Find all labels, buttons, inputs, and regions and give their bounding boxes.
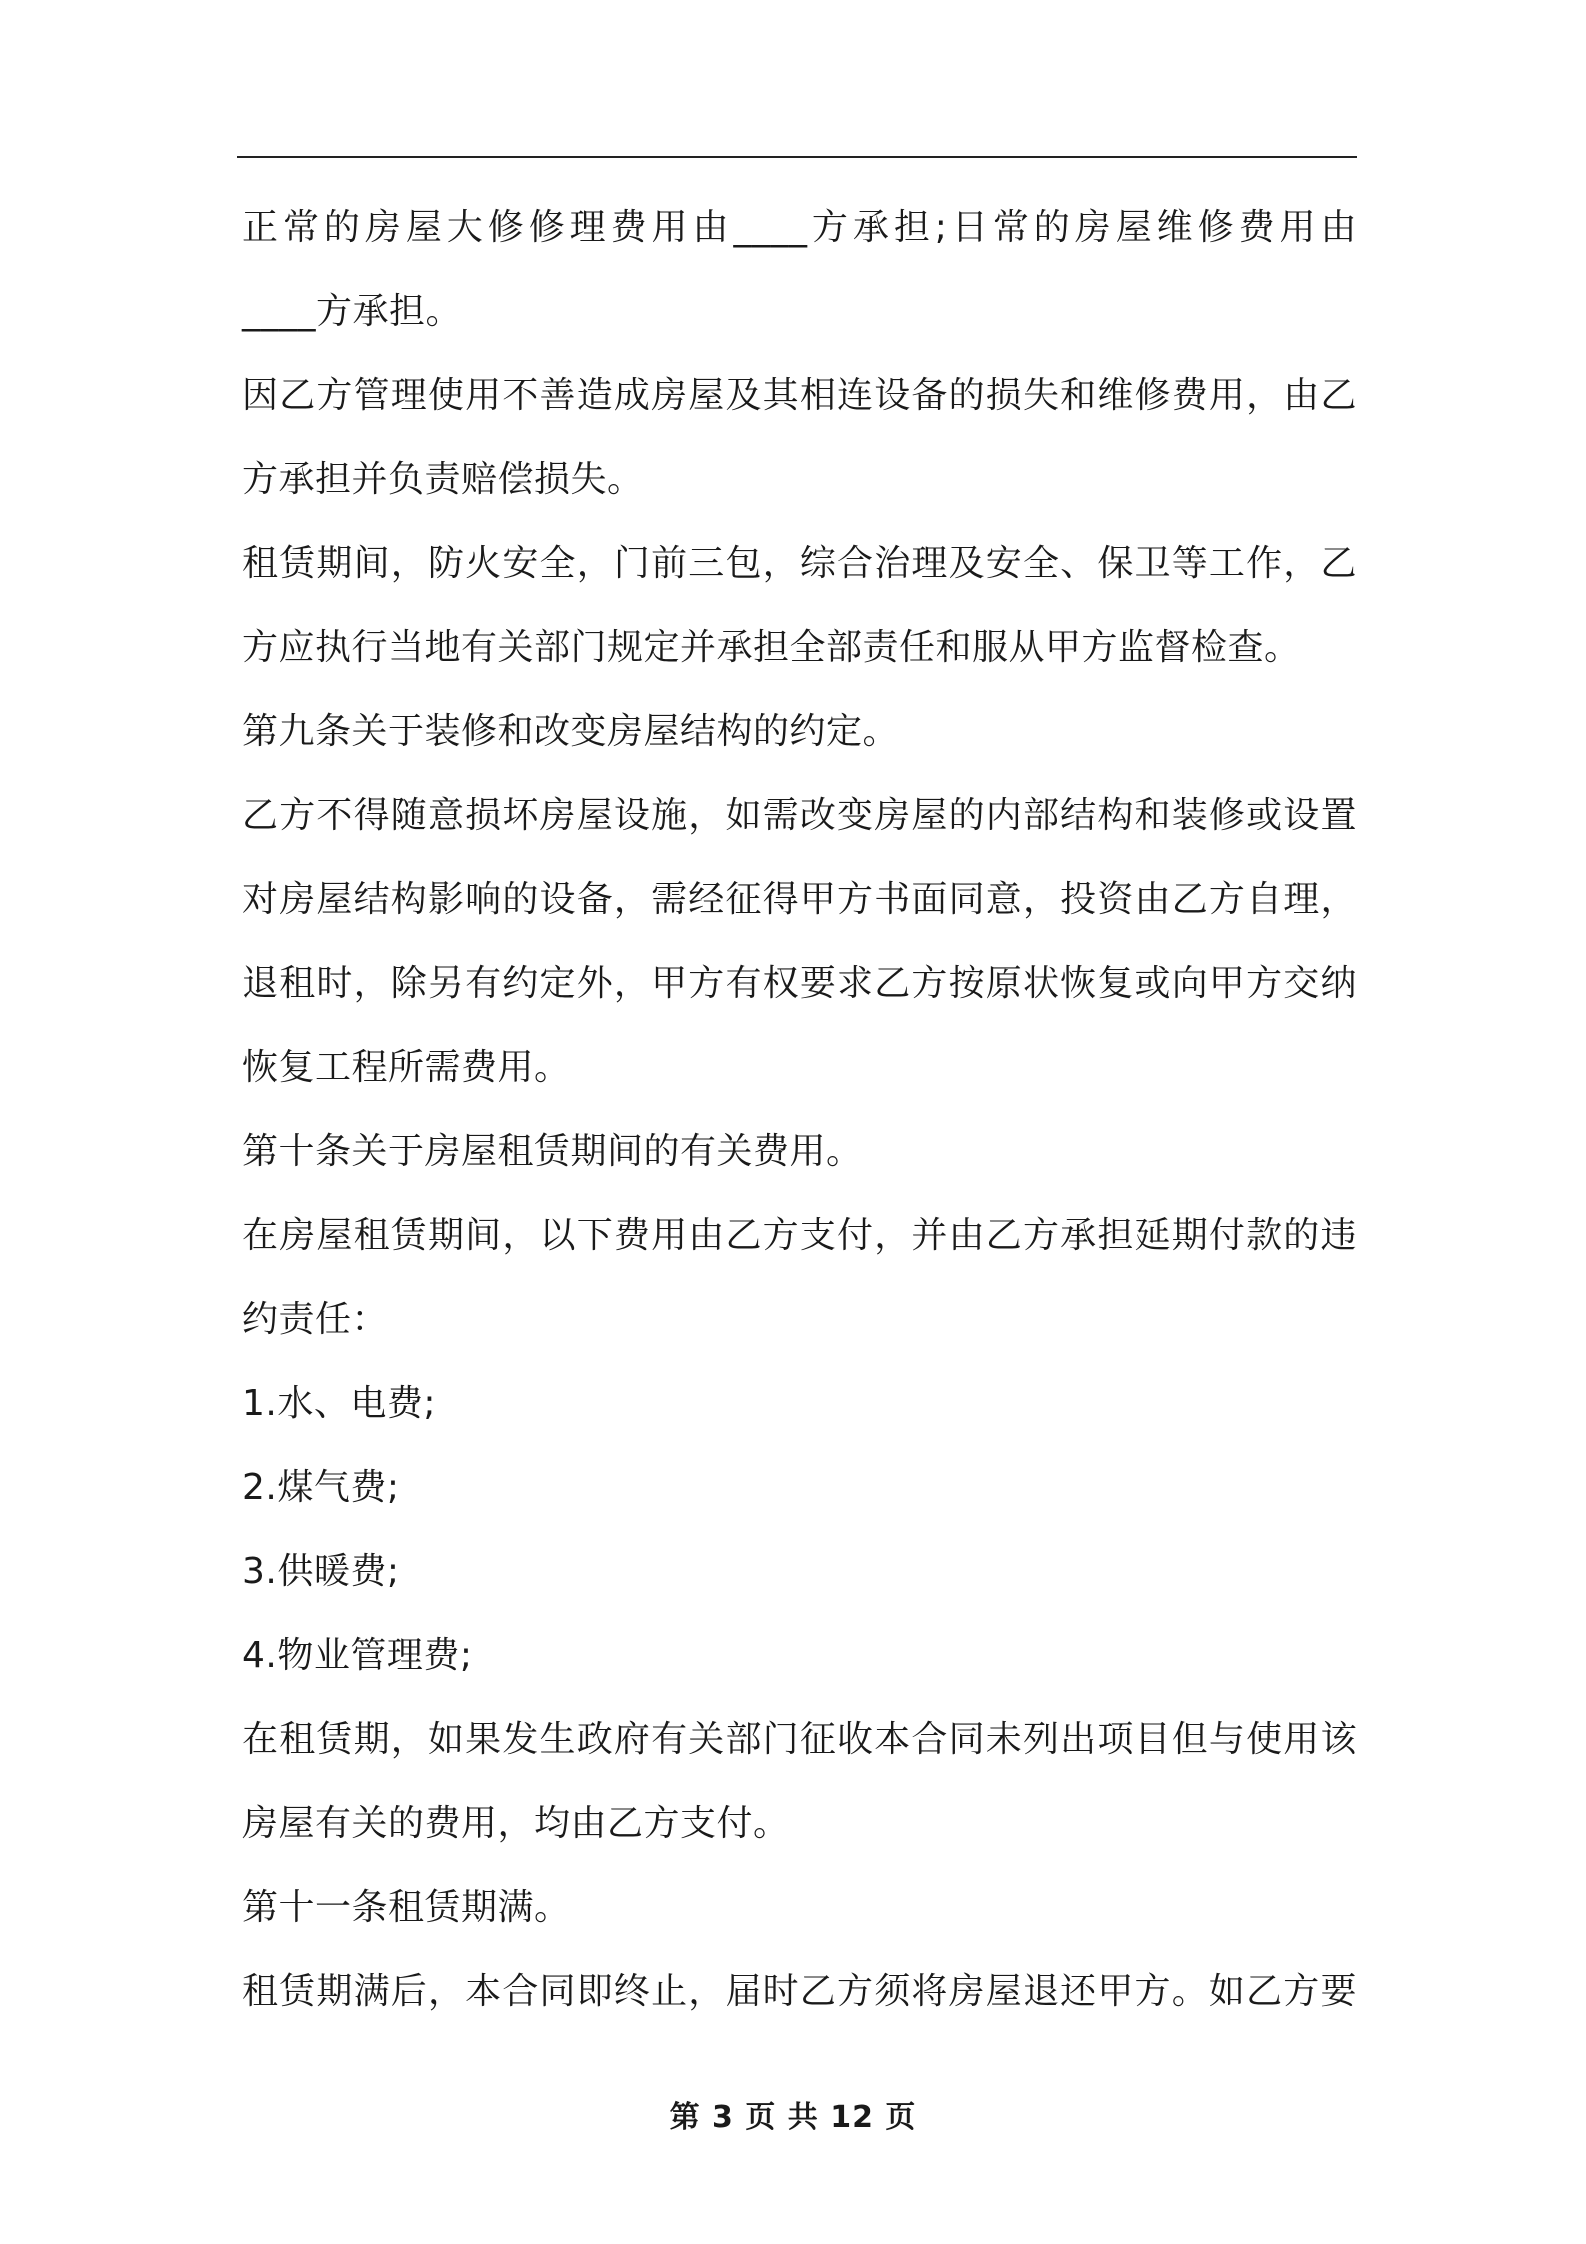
text-line: 约责任： [242,1299,389,1340]
document-body [242,186,1357,2034]
text-line: 房屋有关的费用，均由乙方支付。 [242,1803,790,1844]
list-item: 3.供暖费; [242,1551,400,1592]
list-item: 1.水、电费; [242,1383,436,1424]
section-heading: 第九条关于装修和改变房屋结构的约定。 [242,711,900,752]
text-line: 租赁期间，防火安全，门前三包，综合治理及安全、保卫等工作，乙 [242,543,1357,584]
text-line: 因乙方管理使用不善造成房屋及其相连设备的损失和维修费用，由乙 [242,375,1357,416]
section-heading: 第十条关于房屋租赁期间的有关费用。 [242,1131,863,1172]
page-number-footer: 第 3 页 共 12 页 [669,2100,917,2135]
text-line: 在房屋租赁期间，以下费用由乙方支付，并由乙方承担延期付款的违 [242,1215,1357,1256]
text-line: 正常的房屋大修修理费用由____方承担;日常的房屋维修费用由 [242,207,1357,248]
section-heading: 第十一条租赁期满。 [242,1887,571,1928]
text-line: 方应执行当地有关部门规定并承担全部责任和服从甲方监督检查。 [242,627,1301,668]
text-line: 乙方不得随意损坏房屋设施，如需改变房屋的内部结构和装修或设置 [242,795,1357,836]
text-line: 租赁期满后，本合同即终止，届时乙方须将房屋退还甲方。如乙方要 [242,1971,1357,2012]
text-line: 在租赁期，如果发生政府有关部门征收本合同未列出项目但与使用该 [242,1719,1357,1760]
list-item: 2.煤气费; [242,1467,400,1508]
text-line: 方承担并负责赔偿损失。 [242,459,644,500]
list-item: 4.物业管理费; [242,1635,473,1676]
text-line: ____方承担。 [242,291,463,332]
header-divider [237,156,1357,158]
text-line: 恢复工程所需费用。 [242,1047,571,1088]
text-line: 退租时，除另有约定外，甲方有权要求乙方按原状恢复或向甲方交纳 [242,963,1357,1004]
text-line: 对房屋结构影响的设备，需经征得甲方书面同意，投资由乙方自理， [242,879,1357,920]
